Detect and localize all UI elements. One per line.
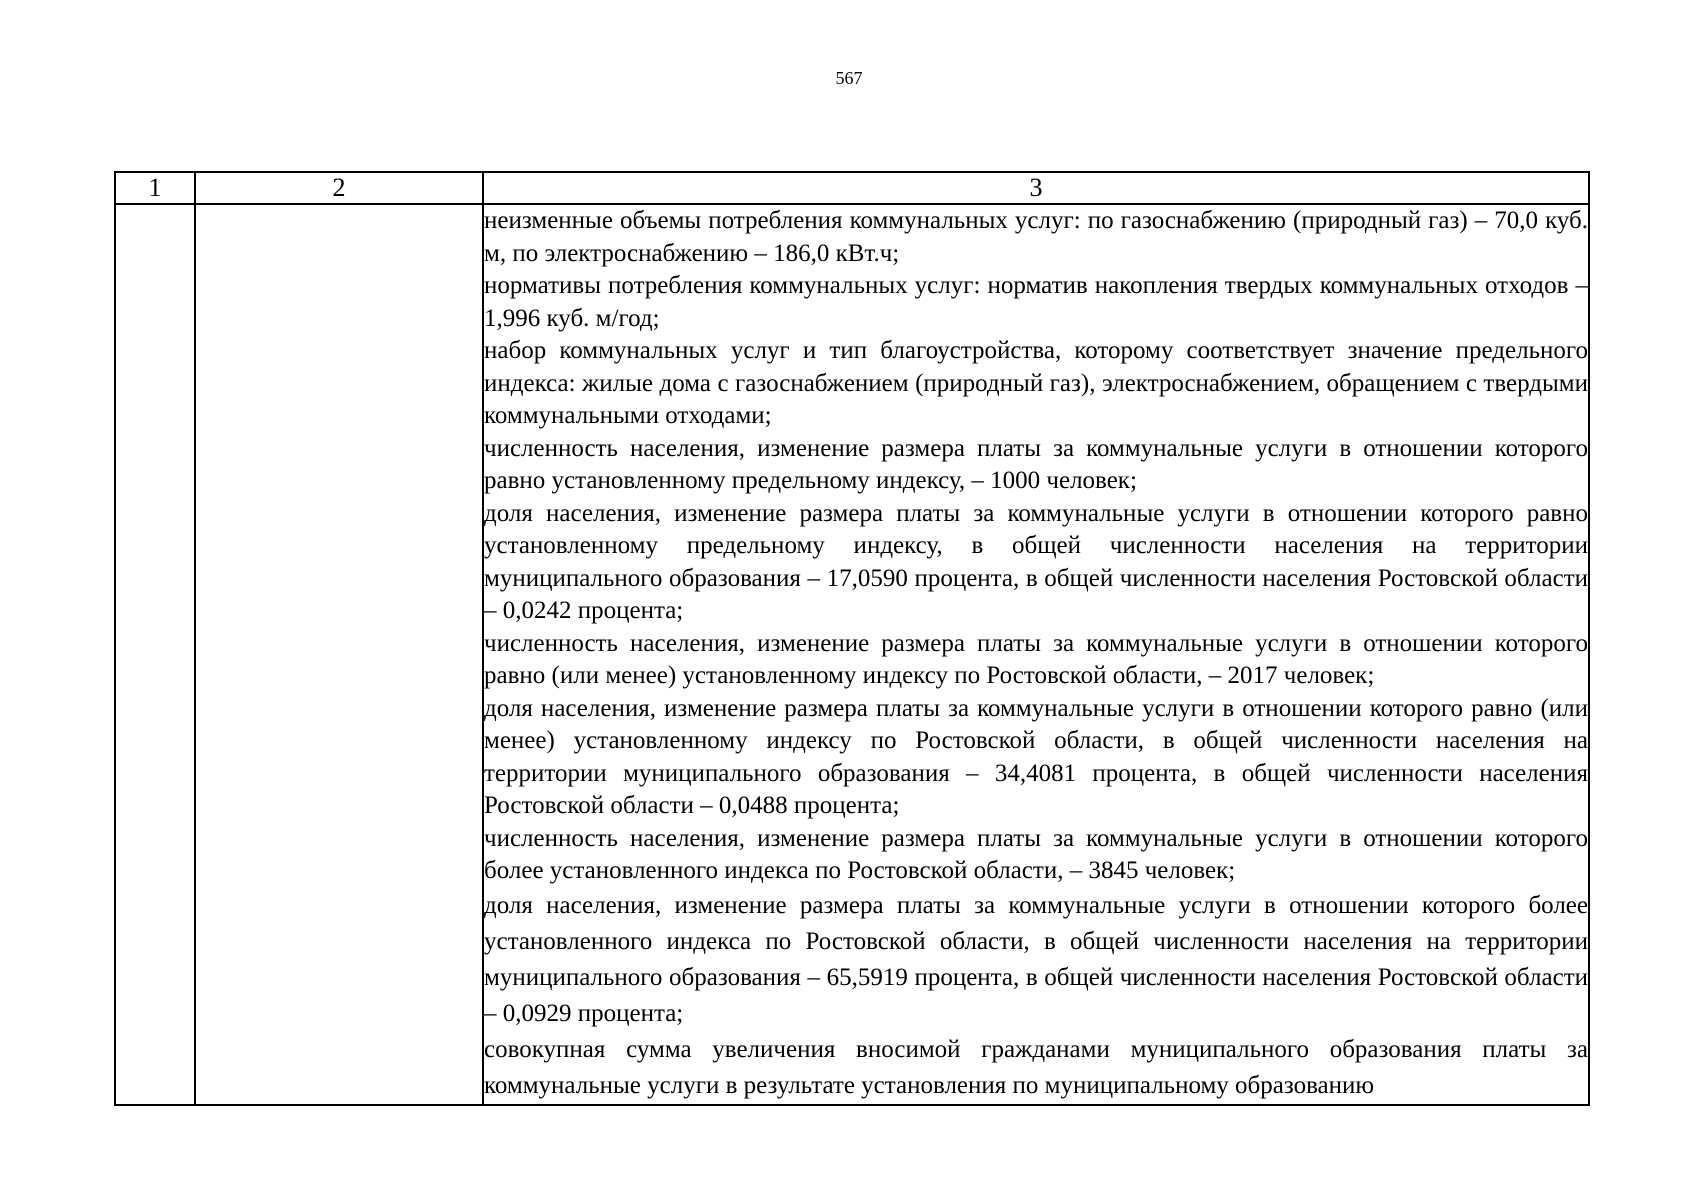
paragraph-population-equal-limit: численность населения, изменение размера платы за коммунальные услуги в отношении которого равно установленному предельному индексу, – 1000 человек; [484, 434, 1588, 494]
column-1-cell [115, 204, 195, 1105]
page-number: 567 [835, 68, 863, 88]
paragraph-population-above: численность населения, изменение размера платы за коммунальные услуги в отношении которого более установленного индекса по Ростовской области, – 3845 человек; [484, 824, 1588, 884]
paragraph-consumption-norms: нормативы потребления коммунальных услуг: норматив накопления твердых коммунальных отходов – 1,996 куб. м/год; [484, 272, 1588, 332]
paragraph-share-above: доля населения, изменение размера платы за коммунальные услуги в отношении которого более установленного индекса по Ростовской области, в общей численности населения на территории муниципального образования – 65,5919 процента, в общей численности населения Ростовской области – 0,0929 процента; [484, 891, 1588, 1027]
paragraph-total-increase: совокупная сумма увеличения вносимой гражданами муниципального образования платы за коммунальные услуги в результате установления по муниципальному образованию [484, 1035, 1588, 1099]
table-row [115, 204, 1589, 1105]
paragraph-share-equal-or-less: доля населения, изменение размера платы за коммунальные услуги в отношении которого равно (или менее) установленному индексу по Ростовской области, в общей численности населения на территории муниципального образования – 34,4081 процента, в общей численности населения Ростовской области – 0,0488 процента; [484, 694, 1588, 819]
paragraph-population-equal-or-less: численность населения, изменение размера платы за коммунальные услуги в отношении которого равно (или менее) установленному индексу по Ростовской области, – 2017 человек; [484, 629, 1588, 689]
document-table [114, 171, 1590, 1106]
column-2-cell [195, 204, 483, 1105]
paragraph-service-set: набор коммунальных услуг и тип благоустройства, которому соответствует значение предельного индекса: жилые дома с газоснабжением (природный газ), электроснабжением, обращением с твердыми коммунальными отходами; [484, 337, 1588, 429]
paragraph-fixed-volumes: неизменные объемы потребления коммунальных услуг: по газоснабжению (природный газ) – 70,0 куб. м, по электроснабжению – 186,0 кВт.ч; [484, 207, 1588, 267]
column-header-3: 3 [483, 172, 1589, 204]
column-header-1: 1 [115, 172, 195, 204]
column-header-2: 2 [195, 172, 483, 204]
table-header-row [115, 172, 1589, 204]
column-3-cell [483, 204, 1589, 1105]
paragraph-share-equal-limit: доля населения, изменение размера платы за коммунальные услуги в отношении которого равно установленному предельному индексу, в общей численности населения на территории муниципального образования – 17,0590 процента, в общей численности населения Ростовской области – 0,0242 процента; [484, 499, 1588, 624]
